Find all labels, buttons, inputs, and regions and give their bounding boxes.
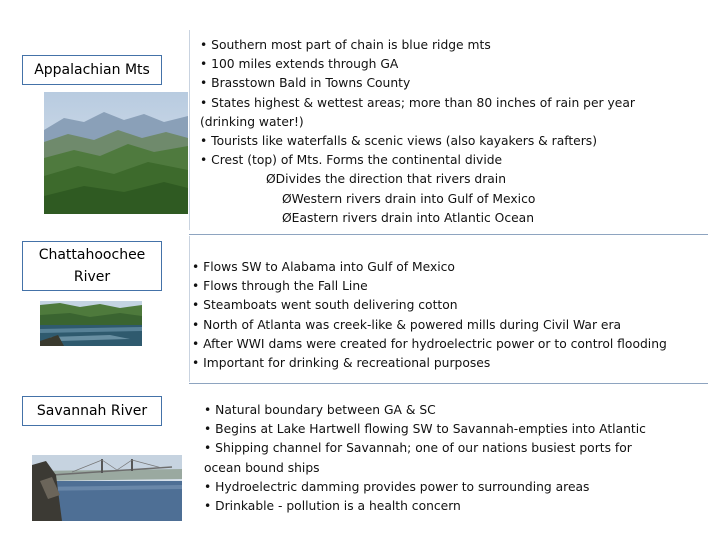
bullet-line: ocean bound ships bbox=[204, 460, 320, 475]
bullet-line: (drinking water!) bbox=[200, 114, 304, 129]
appalachian-mountains-image bbox=[44, 92, 188, 214]
bullet-line: • Steamboats went south delivering cotton bbox=[192, 298, 458, 313]
chattahoochee-river-image bbox=[40, 301, 142, 346]
bullet-line: • Begins at Lake Hartwell flowing SW to Savannah-empties into Atlantic bbox=[204, 422, 646, 437]
bullet-line: • Southern most part of chain is blue ridge mts bbox=[200, 38, 491, 52]
bullet-line: • Flows SW to Alabama into Gulf of Mexico bbox=[192, 260, 455, 274]
chattahoochee-label-line: Chattahoochee bbox=[38, 247, 146, 263]
appalachian-label-text: Appalachian Mts bbox=[34, 62, 150, 78]
bullet-line: • States highest & wettest areas; more than 80 inches of rain per year bbox=[200, 95, 635, 110]
bullet-line: • Brasstown Bald in Towns County bbox=[200, 76, 411, 91]
bullet-line: • Flows through the Fall Line bbox=[192, 279, 368, 294]
bullet-line: • Important for drinking & recreational purposes bbox=[192, 356, 491, 371]
bullet-line: • North of Atlanta was creek-like & powered mills during Civil War era bbox=[192, 317, 622, 332]
savannah-label-text: Savannah River bbox=[36, 403, 148, 419]
subsub-bullet-line: ØEastern rivers drain into Atlantic Ocean bbox=[282, 210, 534, 225]
section-divider-2 bbox=[189, 383, 708, 384]
sub-bullet-line: ØDivides the direction that rivers drain bbox=[266, 172, 507, 187]
bullet-line: • After WWI dams were created for hydroelectric power or to control flooding bbox=[192, 336, 667, 351]
subsub-bullet-line: ØWestern rivers drain into Gulf of Mexico bbox=[282, 191, 536, 206]
bullet-line: • Hydroelectric damming provides power to surrounding areas bbox=[204, 479, 590, 494]
appalachian-label bbox=[22, 55, 162, 85]
savannah-river-image bbox=[32, 455, 182, 521]
bullet-line: • Shipping channel for Savannah; one of our nations busiest ports for bbox=[204, 441, 632, 456]
bullet-line: • Crest (top) of Mts. Forms the continental divide bbox=[200, 153, 503, 168]
savannah-label bbox=[22, 396, 162, 426]
bullet-line: • Tourists like waterfalls & scenic views (also kayakers & rafters) bbox=[200, 134, 598, 149]
appalachian-content bbox=[200, 36, 635, 228]
bullet-line: • Natural boundary between GA & SC bbox=[204, 403, 436, 417]
chattahoochee-label bbox=[22, 241, 162, 291]
bullet-line: • Drinkable - pollution is a health concern bbox=[204, 499, 461, 514]
bullet-line: • 100 miles extends through GA bbox=[200, 57, 399, 72]
chattahoochee-label-line: River bbox=[73, 269, 111, 285]
section-vertical-divider bbox=[189, 30, 190, 230]
savannah-content bbox=[204, 401, 646, 516]
chattahoochee-content bbox=[192, 258, 667, 373]
section-vertical-divider bbox=[189, 236, 190, 382]
section-divider-1 bbox=[189, 234, 708, 235]
